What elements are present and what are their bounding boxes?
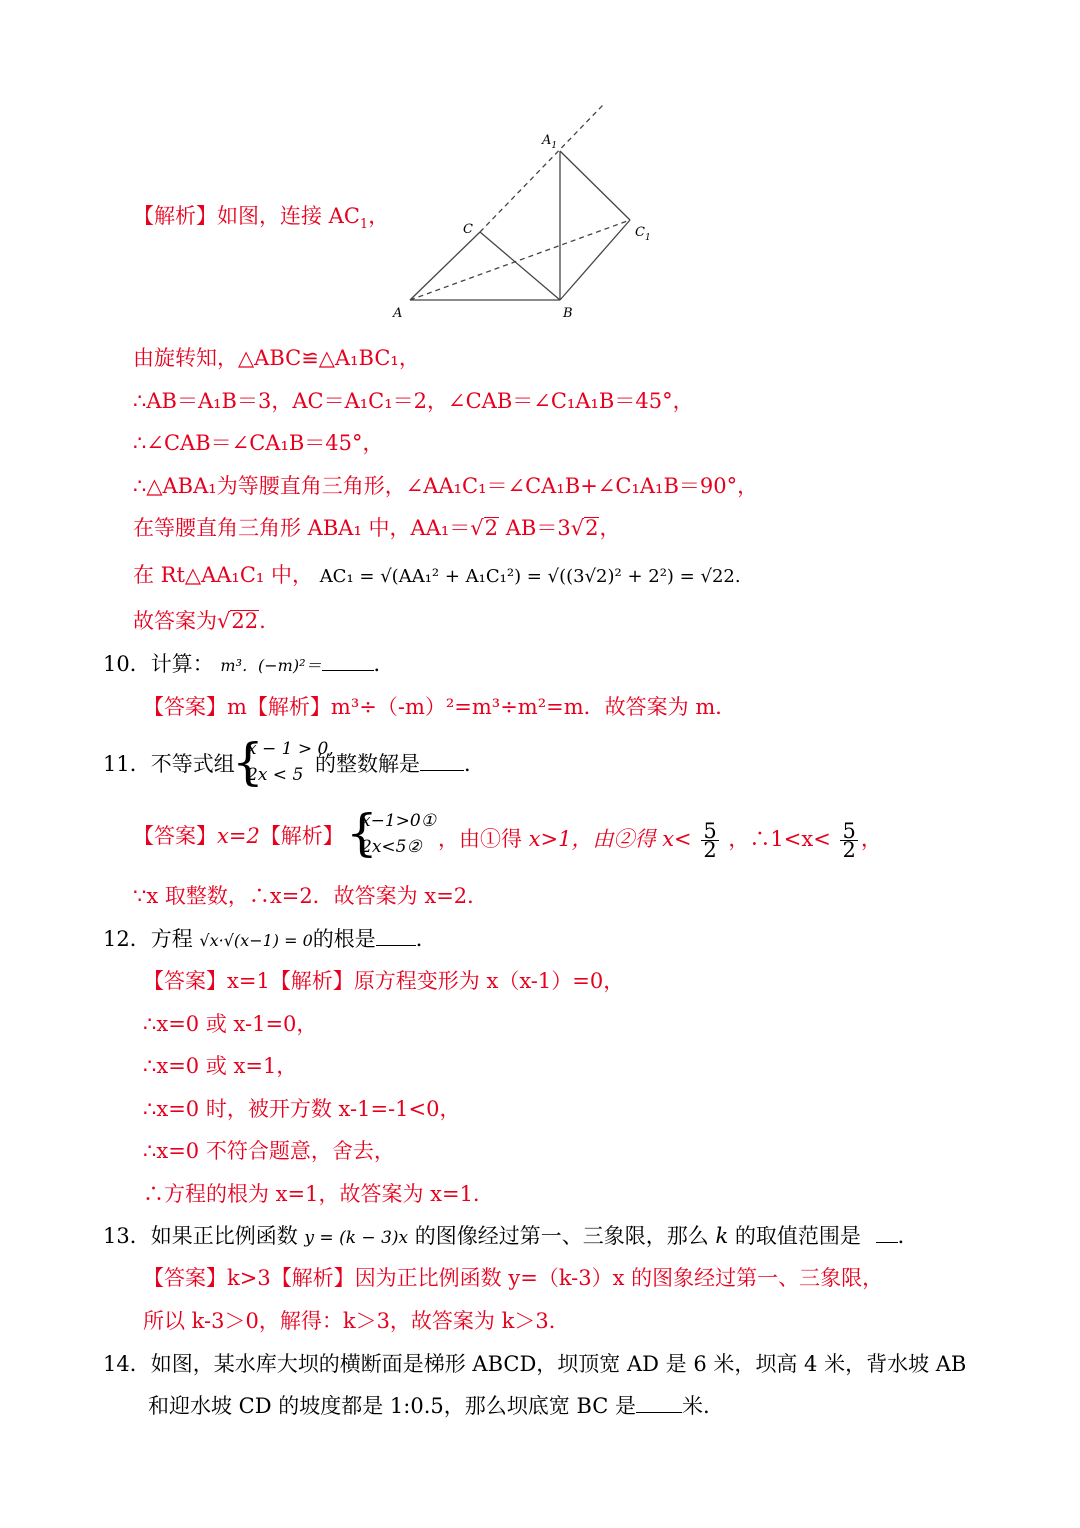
answer-12-line-2: ∴x=0 或 x-1=0， [143, 1012, 318, 1036]
answer-12-line-5: ∴x=0 不符合题意，舍去， [143, 1139, 395, 1163]
solution-9-line-2: ∴AB＝A₁B＝3，AC＝A₁C₁＝2，∠CAB＝∠C₁A₁B＝45°， [133, 389, 694, 413]
question-12: 12．方程 √x·√(x−1) = 0的根是 ． [103, 927, 437, 951]
segment-AC [410, 232, 480, 300]
rotation-figure [385, 95, 665, 330]
question-14-line-2: 和迎水坡 CD 的坡度都是 1:0.5，那么坝底宽 BC 是 米. [148, 1394, 710, 1418]
segment-C1B [560, 220, 630, 300]
question-10: 10．计算： m³．(−m)²＝ ． [103, 652, 395, 676]
solution-9-line-5: 在等腰直角三角形 ABA₁ 中，AA₁＝√2 AB＝3√2， [133, 516, 621, 540]
answer-13-line-2: 所以 k-3＞0，解得：k＞3，故答案为 k＞3． [143, 1309, 570, 1333]
label-B: B [563, 306, 573, 321]
answer-13: 【答案】k>3【解析】因为正比例函数 y=（k-3）x 的图象经过第一、三象限， [143, 1266, 884, 1290]
solution-9-line-7: 故答案为√22. [133, 609, 266, 633]
answer-11-head: 【答案】x=2【解析】 [133, 824, 344, 848]
label-A1: $A_1$ [542, 133, 558, 151]
segment-CB [480, 232, 560, 300]
solution-9-line-4: ∴△ABA₁为等腰直角三角形，∠AA₁C₁＝∠CA₁B+∠C₁A₁B＝90°， [133, 474, 759, 498]
answer-10: 【答案】m【解析】m³÷（-m）²=m³÷m²=m．故答案为 m． [143, 695, 737, 719]
solution-inequality-system: x−1>0① 2x<5② [361, 811, 436, 857]
question-14: 14．如图，某水库大坝的横断面是梯形 ABCD，坝顶宽 AD 是 6 米，坝高 4 米，背水坡 AB [103, 1352, 967, 1376]
answer-12: 【答案】x=1【解析】原方程变形为 x（x-1）=0， [143, 969, 625, 993]
inequality-system: x − 1 > 0, 2x < 5 [247, 739, 334, 785]
solution-system-brace: { [346, 804, 378, 862]
answer-12-line-3: ∴x=0 或 x=1， [143, 1054, 298, 1078]
solution-9-line-6: 在 Rt△AA₁C₁ 中， AC₁ = √(AA₁² + A₁C₁²) = √((3√2)² + 2²) = √22. [133, 563, 741, 587]
answer-12-line-6: ∴方程的根为 x=1，故答案为 x=1． [143, 1182, 494, 1206]
label-C1: $C_1$ [635, 225, 651, 243]
answer-11-steps: ，由①得 x>1，由②得 x< $\frac{5}{2}$ ，∴1<x< $\frac{5}{2}$ ， [438, 819, 882, 862]
system-brace: { [232, 733, 264, 791]
answer-12-line-4: ∴x=0 时，被开方数 x-1=-1<0， [143, 1097, 461, 1121]
fraction-5-2: $\frac{5}{2}$ [703, 819, 717, 862]
formula-ac1: AC₁ = √(AA₁² + A₁C₁²) = √((3√2)² + 2²) = √22. [319, 566, 741, 587]
solution-9-line-1: 由旋转知，△ABC≌△A₁BC₁， [133, 346, 420, 370]
dashed-line-A-extension [480, 105, 603, 232]
dashed-line-AC1 [410, 220, 630, 300]
answer-11-line-2: ∵x 取整数，∴x=2．故答案为 x=2． [133, 884, 489, 908]
question-11: 11．不等式组 [103, 752, 235, 776]
solution-9-line-3: ∴∠CAB＝∠CA₁B＝45°， [133, 431, 384, 455]
fraction-5-2-b: $\frac{5}{2}$ [842, 819, 856, 862]
label-C: C [463, 222, 473, 237]
segment-A1C1 [560, 151, 630, 220]
label-A: A [393, 306, 403, 321]
question-13: 13．如果正比例函数 y = (k − 3)x 的图像经过第一、三象限，那么 k 的取值范围是 ． [103, 1224, 919, 1248]
question-11-tail: 的整数解是 ． [315, 752, 485, 776]
solution-9-intro: 【解析】如图，连接 $AC_1$， [133, 204, 390, 233]
